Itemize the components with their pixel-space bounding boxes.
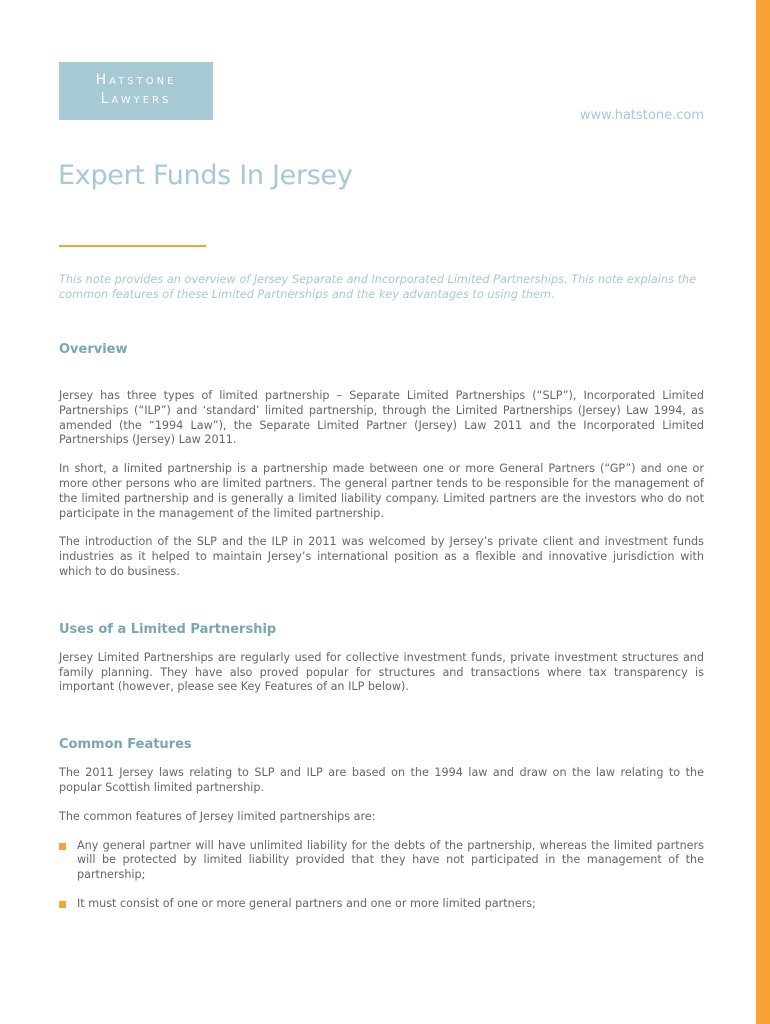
- page-edge-accent-bar: [756, 0, 770, 1024]
- common-features-paragraph-2: The common features of Jersey limited partnerships are:: [59, 809, 376, 823]
- overview-paragraph-3: The introduction of the SLP and the ILP in 2011 was welcomed by Jersey’s private client and investment funds industries as it helped to maintain Jersey’s international position as a flexible and innovative jurisdiction with which to do business.: [59, 535, 704, 578]
- list-item: [59, 897, 704, 912]
- document-body: [59, 342, 704, 912]
- overview-paragraph-1: Jersey has three types of limited partnership – Separate Limited Partnerships (“SLP”), Incorporated Limited Partnerships (“ILP”) and ‘standard’ limited partnership, through the Limited Partnerships (Jersey) Law 1994, as amended (the “1994 Law”), the Separate Limited Partner (Jersey) Law 2011 and the Incorporated Limited Partnerships (Jersey) Law 2011.: [59, 389, 704, 447]
- website-url: www.hatstone.com: [579, 108, 704, 123]
- overview-paragraph-2: In short, a limited partnership is a partnership made between one or more General Partners (“GP”) and one or more other persons who are limited partners. The general partner tends to be responsible for the management of the limited partnership and is generally a limited liability company. Limited partners are the investors who do not participate in the management of the limited partnership.: [59, 462, 704, 520]
- list-item: [59, 839, 704, 883]
- bullet-text: It must consist of one or more general partners and one or more limited partners;: [77, 896, 536, 910]
- bullet-text: Any general partner will have unlimited liability for the debts of the partnership, whereas the limited partners will be protected by limited liability provided that they have not participated in the management of the partnership;: [77, 838, 704, 882]
- square-bullet-icon: [59, 901, 66, 908]
- title-underline-rule: [59, 245, 206, 247]
- section-heading-uses: Uses of a Limited Partnership: [59, 621, 277, 637]
- document-title: Expert Funds In Jersey: [58, 160, 353, 191]
- section-heading-common-features: Common Features: [59, 737, 192, 753]
- square-bullet-icon: [59, 843, 66, 850]
- section-heading-overview: Overview: [59, 342, 128, 357]
- intro-summary: This note provides an overview of Jersey Separate and Incorporated Limited Partnerships. This note explains the common features of these Limited Partnerships and the key advantages to using them.: [59, 273, 697, 301]
- uses-paragraph-1: Jersey Limited Partnerships are regularly used for collective investment funds, private investment structures and family planning. They have also proved popular for structures and transactions where tax transparency is important (however, please see Key Features of an ILP below).: [59, 650, 704, 694]
- hatstone-logo: [59, 62, 213, 120]
- logo-line-1: Hatstone: [95, 72, 177, 88]
- common-features-paragraph-1: The 2011 Jersey laws relating to SLP and ILP are based on the 1994 law and draw on the law relating to the popular Scottish limited partnership.: [59, 766, 704, 794]
- logo-line-2: Lawyers: [100, 91, 172, 107]
